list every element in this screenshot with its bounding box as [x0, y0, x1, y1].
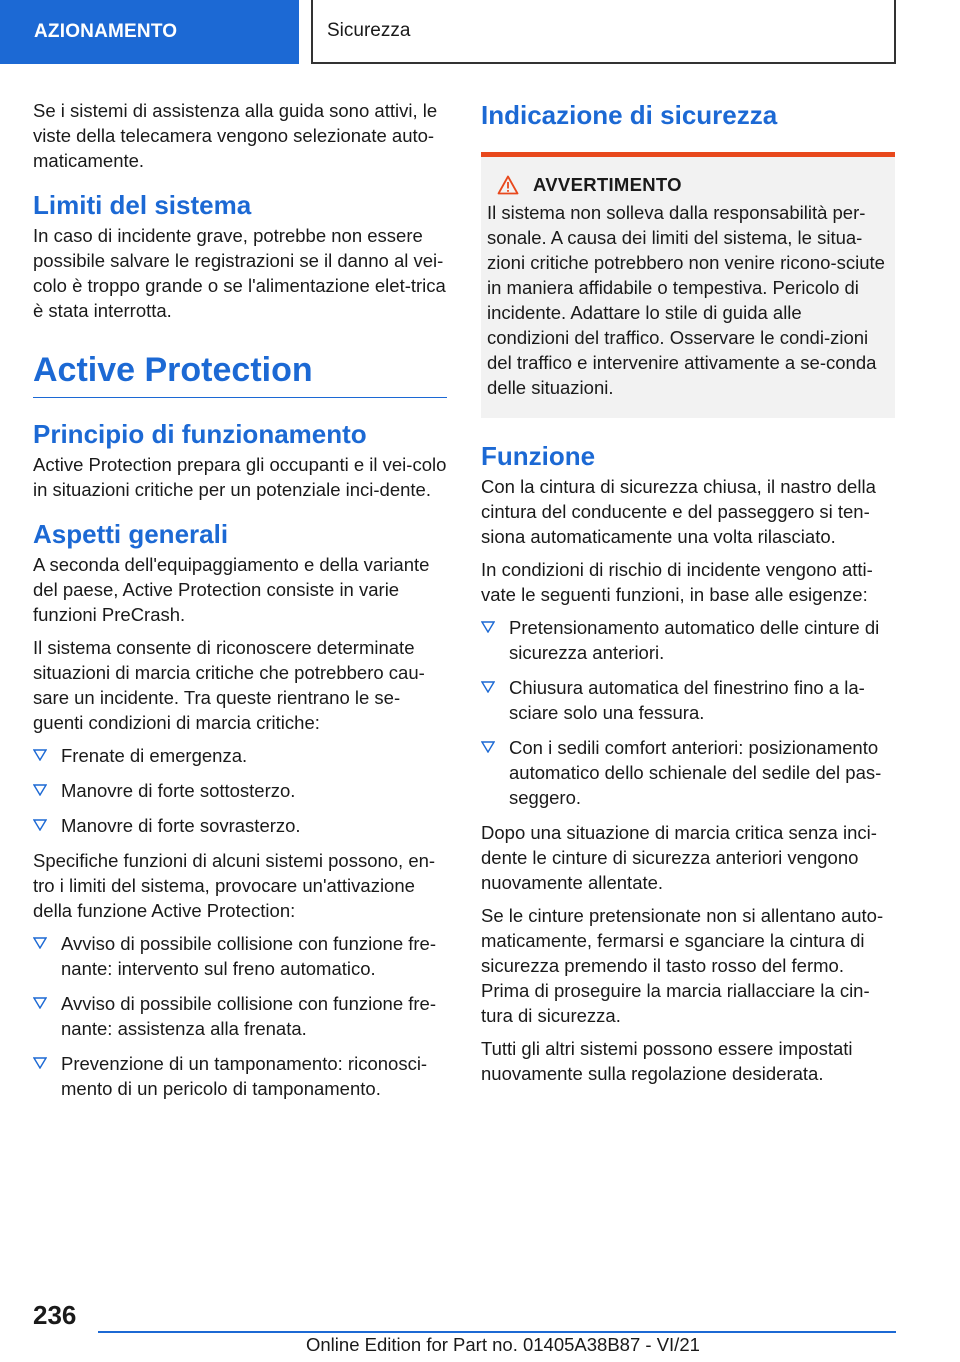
- list-item: Manovre di forte sottosterzo.: [33, 778, 447, 803]
- specific-list: [33, 931, 447, 1101]
- function-heading: Funzione: [481, 441, 596, 471]
- function-section: [481, 440, 895, 1086]
- list-item: Pretensionamento automatico delle cinture di sicurezza anteriori.: [481, 615, 895, 665]
- triangle-bullet-icon: [481, 681, 495, 693]
- list-item: Prevenzione di un tamponamento: riconosci-mento di un pericolo di tamponamento.: [33, 1051, 447, 1101]
- warning-header: [487, 174, 885, 196]
- list-item: Avviso di possibile collisione con funzione fre-nante: assistenza alla frenata.: [33, 991, 447, 1041]
- triangle-bullet-icon: [33, 997, 47, 1009]
- principle-paragraph: Active Protection prepara gli occupanti e il vei-colo in situazioni critiche per un potenziale inci-dente.: [33, 454, 447, 500]
- after-paragraph-2: Se le cinture pretensionate non si allentano auto-maticamente, fermarsi e sganciare la cintura di sicurezza premendo il tasto rosso del fermo. Prima di proseguire la marcia riallacciare la cin-tura di sicurezza.: [481, 905, 884, 1026]
- limits-paragraph: In caso di incidente grave, potrebbe non essere possibile salvare le registrazioni se il danno al vei-colo è troppo grande o se l'alimentazione elet-trica è stata interrotta.: [33, 225, 446, 321]
- warning-paragraph: Il sistema non solleva dalla responsabilità per-sonale. A causa dei limiti del sistema, le situa-zioni critiche potrebbero non venire ricono-sciute in maniera affidabile o tempestiva. Pericolo di incidente. Adattare lo stile di guida alle condizioni del traffico. Osservare le condi-zioni del traffico e intervenire attivamente a se-conda delle situazioni.: [487, 202, 885, 398]
- general-paragraph-1: A seconda dell'equipaggiamento e della variante del paese, Active Protection consiste in varie funzioni PreCrash.: [33, 554, 430, 625]
- function-list: [481, 615, 895, 810]
- triangle-bullet-icon: [33, 749, 47, 761]
- page-number: 236: [33, 1300, 77, 1330]
- list-item: Chiusura automatica del finestrino fino a la-sciare solo una fessura.: [481, 675, 895, 725]
- principle-heading: Principio di funzionamento: [33, 419, 367, 449]
- edition-text: Online Edition for Part no. 01405A38B87 - VI/21: [306, 1334, 700, 1355]
- triangle-bullet-icon: [33, 937, 47, 949]
- header-chapter-tab: [311, 0, 896, 64]
- limits-heading: Limiti del sistema: [33, 190, 252, 220]
- header-section-tab: [0, 0, 299, 64]
- list-item: Frenate di emergenza.: [33, 743, 447, 768]
- right-column: [481, 98, 895, 1094]
- active-protection-heading: Active Protection: [33, 351, 313, 389]
- warning-label: AVVERTIMENTO: [533, 174, 682, 195]
- warning-triangle-icon: [497, 175, 519, 195]
- general-paragraph-2: Il sistema consente di riconoscere determinate situazioni di marcia critiche che potrebbero cau-sare un incidente. Tra queste rientrano le se-guenti condizioni di marcia critiche:: [33, 637, 425, 733]
- general-heading: Aspetti generali: [33, 519, 229, 549]
- specific-paragraph: Specifiche funzioni di alcuni sistemi possono, en-tro i limiti del sistema, provocare un'attivazione della funzione Active Protection:: [33, 850, 436, 921]
- intro-paragraph: Se i sistemi di assistenza alla guida sono attivi, le viste della telecamera vengono selezionate auto-maticamente.: [33, 100, 438, 171]
- footer-divider: [98, 1331, 896, 1333]
- safety-heading: Indicazione di sicurezza: [481, 100, 778, 130]
- active-protection-heading-wrap: [33, 349, 447, 398]
- list-item: Avviso di possibile collisione con funzione fre-nante: intervento sul freno automatico.: [33, 931, 447, 981]
- list-item: Con i sedili comfort anteriori: posizionamento automatico dello schienale del sedile del pas-seggero.: [481, 735, 895, 810]
- left-column: [33, 98, 447, 1111]
- after-paragraph-3: Tutti gli altri sistemi possono essere impostati nuovamente sulla regolazione desiderata.: [481, 1038, 853, 1084]
- triangle-bullet-icon: [481, 621, 495, 633]
- after-paragraph-1: Dopo una situazione di marcia critica senza inci-dente le cinture di sicurezza anteriori vengono nuovamente allentate.: [481, 822, 877, 893]
- conditions-list: [33, 743, 447, 838]
- warning-box: [481, 152, 895, 418]
- section-title: AZIONAMENTO: [34, 21, 178, 42]
- triangle-bullet-icon: [33, 1057, 47, 1069]
- function-paragraph-2: In condizioni di rischio di incidente vengono atti-vate le seguenti funzioni, in base alle esigenze:: [481, 559, 873, 605]
- triangle-bullet-icon: [481, 741, 495, 753]
- triangle-bullet-icon: [33, 784, 47, 796]
- chapter-title: Sicurezza: [327, 20, 411, 41]
- general-section: [33, 518, 447, 1101]
- list-item: Manovre di forte sovrasterzo.: [33, 813, 447, 838]
- function-paragraph-1: Con la cintura di sicurezza chiusa, il nastro della cintura del conducente e del passeggero si ten-siona automaticamente una volta rilasciato.: [481, 476, 876, 547]
- limits-section: [33, 189, 447, 323]
- triangle-bullet-icon: [33, 819, 47, 831]
- warning-top-bar: [481, 152, 895, 157]
